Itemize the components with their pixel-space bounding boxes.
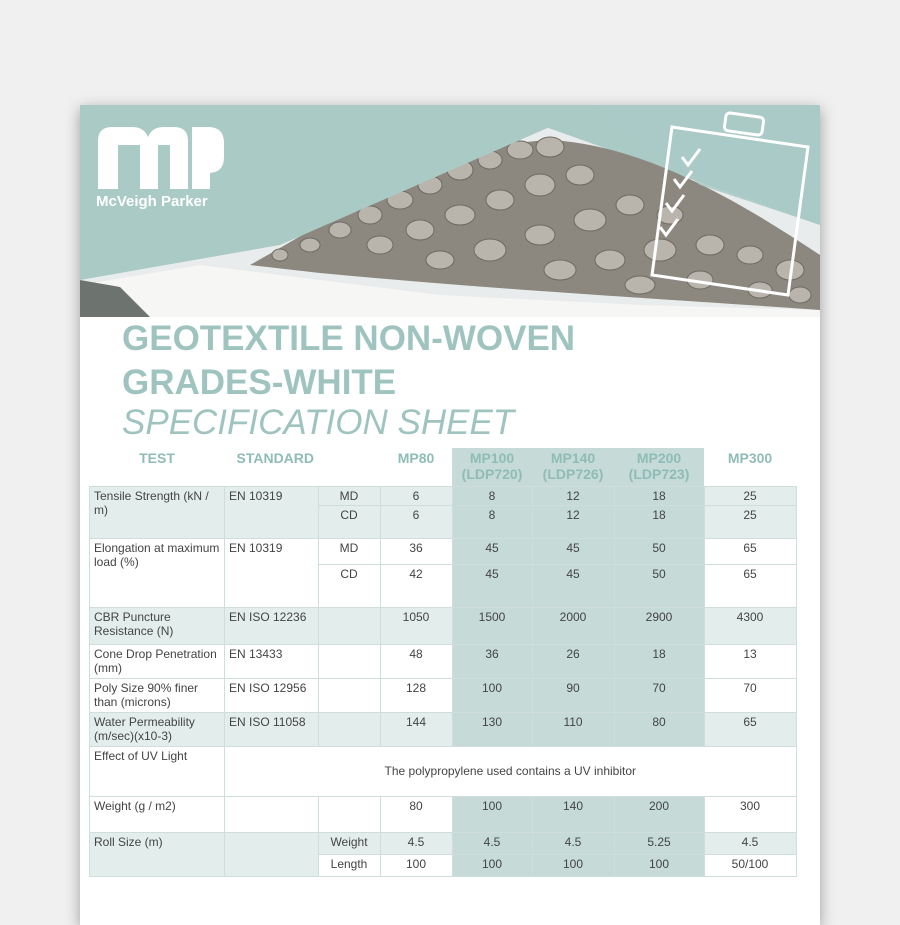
page-subtitle: SPECIFICATION SHEET: [122, 403, 515, 442]
table-row: [90, 832, 797, 854]
table-cell: 100: [380, 854, 452, 876]
table-header-row: [90, 448, 797, 486]
table-cell: 200: [614, 796, 704, 832]
table-cell: 2000: [532, 607, 614, 644]
table-cell: 5.25: [614, 832, 704, 854]
table-cell: 1050: [380, 607, 452, 644]
table-cell: 12: [532, 505, 614, 538]
col-mp200: MP200 (LDP723): [614, 448, 704, 486]
table-cell: [225, 832, 319, 876]
table-cell: 70: [704, 678, 796, 712]
table-cell: 65: [704, 564, 796, 607]
table-cell: 4.5: [532, 832, 614, 854]
spec-sheet: [80, 105, 820, 925]
table-cell: EN 13433: [225, 644, 319, 678]
table-cell: 140: [532, 796, 614, 832]
table-cell: 4.5: [380, 832, 452, 854]
table-row: [90, 644, 797, 678]
table-cell: [318, 644, 380, 678]
table-row: [90, 746, 797, 796]
table-cell: 50/100: [704, 854, 796, 876]
col-test: TEST: [139, 450, 175, 466]
spec-table: [89, 448, 797, 877]
mp-logo-icon: [96, 123, 226, 191]
table-cell: 36: [380, 538, 452, 564]
table-cell: 2900: [614, 607, 704, 644]
table-row: [90, 796, 797, 832]
table-cell: 65: [704, 538, 796, 564]
table-cell: 100: [452, 796, 532, 832]
table-cell: 45: [452, 538, 532, 564]
table-cell: 45: [532, 538, 614, 564]
table-cell: Tensile Strength (kN / m): [90, 486, 225, 538]
table-cell: 45: [532, 564, 614, 607]
table-row: [90, 607, 797, 644]
table-cell: 36: [452, 644, 532, 678]
table-cell: Water Permeability (m/sec)(x10-3): [90, 712, 225, 746]
table-cell: 6: [380, 505, 452, 538]
table-cell: 42: [380, 564, 452, 607]
table-row: [90, 486, 797, 505]
table-cell: 50: [614, 538, 704, 564]
table-cell: Cone Drop Penetration (mm): [90, 644, 225, 678]
table-cell: [225, 796, 319, 832]
table-cell: EN ISO 11058: [225, 712, 319, 746]
table-cell: 100: [452, 678, 532, 712]
hero-banner: [80, 105, 820, 317]
table-cell: 50: [614, 564, 704, 607]
table-cell: 12: [532, 486, 614, 505]
table-cell: 25: [704, 505, 796, 538]
uv-note: The polypropylene used contains a UV inhibitor: [225, 746, 797, 796]
table-cell: 26: [532, 644, 614, 678]
table-cell: 100: [532, 854, 614, 876]
table-cell: 80: [614, 712, 704, 746]
page-title-line1: GEOTEXTILE NON-WOVEN: [122, 319, 576, 358]
col-standard: STANDARD: [236, 450, 315, 466]
brand-name: McVeigh Parker: [96, 193, 208, 210]
table-cell: CD: [318, 505, 380, 538]
table-cell: 300: [704, 796, 796, 832]
table-cell: 45: [452, 564, 532, 607]
table-cell: EN ISO 12236: [225, 607, 319, 644]
table-cell: EN ISO 12956: [225, 678, 319, 712]
col-mp140: MP140 (LDP726): [532, 448, 614, 486]
table-cell: [318, 678, 380, 712]
table-cell: 128: [380, 678, 452, 712]
table-cell: 90: [532, 678, 614, 712]
page-title-line2: GRADES-WHITE: [122, 363, 397, 402]
table-cell: Poly Size 90% finer than (microns): [90, 678, 225, 712]
table-cell: 100: [452, 854, 532, 876]
table-cell: 48: [380, 644, 452, 678]
table-cell: 100: [614, 854, 704, 876]
table-cell: 6: [380, 486, 452, 505]
table-cell: 130: [452, 712, 532, 746]
table-cell: [318, 796, 380, 832]
table-cell: 25: [704, 486, 796, 505]
table-cell: 1500: [452, 607, 532, 644]
table-row: [90, 678, 797, 712]
col-mp100: MP100 (LDP720): [452, 448, 532, 486]
table-cell: EN 10319: [225, 538, 319, 607]
table-cell: 4.5: [452, 832, 532, 854]
table-cell: [318, 712, 380, 746]
table-cell: Elongation at maximum load (%): [90, 538, 225, 607]
table-cell: 4300: [704, 607, 796, 644]
table-cell: CD: [318, 564, 380, 607]
table-cell: 80: [380, 796, 452, 832]
table-cell: EN 10319: [225, 486, 319, 538]
table-cell: Weight (g / m2): [90, 796, 225, 832]
table-cell: Effect of UV Light: [90, 746, 225, 796]
table-cell: [318, 607, 380, 644]
table-cell: MD: [318, 486, 380, 505]
table-row: [90, 538, 797, 564]
table-cell: 4.5: [704, 832, 796, 854]
table-cell: 18: [614, 644, 704, 678]
table-cell: 70: [614, 678, 704, 712]
table-cell: 8: [452, 505, 532, 538]
table-cell: 144: [380, 712, 452, 746]
table-cell: CBR Puncture Resistance (N): [90, 607, 225, 644]
col-mp80: MP80: [397, 450, 435, 466]
table-cell: Weight: [318, 832, 380, 854]
table-cell: 18: [614, 486, 704, 505]
table-cell: 18: [614, 505, 704, 538]
col-mp300: MP300: [727, 450, 773, 466]
table-cell: 110: [532, 712, 614, 746]
table-cell: MD: [318, 538, 380, 564]
table-cell: 65: [704, 712, 796, 746]
table-cell: 13: [704, 644, 796, 678]
table-cell: Length: [318, 854, 380, 876]
table-cell: 8: [452, 486, 532, 505]
table-row: [90, 712, 797, 746]
table-cell: Roll Size (m): [90, 832, 225, 876]
